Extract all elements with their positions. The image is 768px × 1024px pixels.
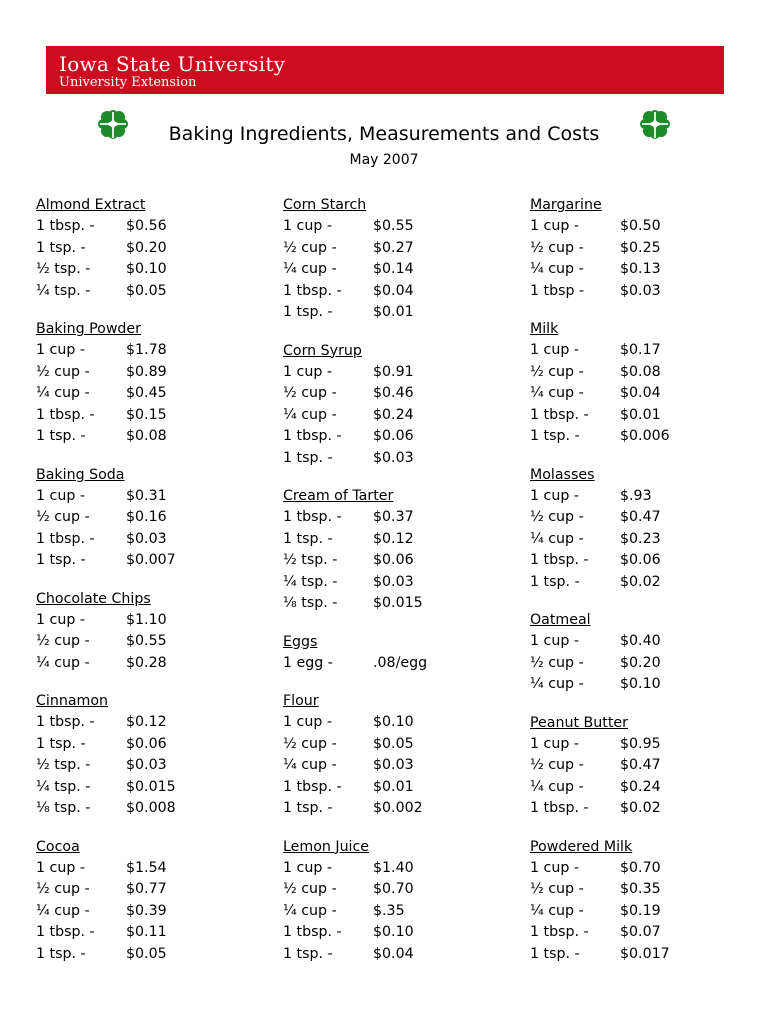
ingredient-name: Cocoa — [36, 838, 80, 855]
measurement-row — [283, 529, 503, 551]
measurement-row — [530, 674, 750, 696]
measurement-cost: $0.03 — [373, 573, 414, 590]
measurement-cost: $1.40 — [373, 859, 414, 876]
ingredient-section — [36, 589, 256, 675]
ingredient-column — [530, 195, 750, 982]
measurement-label: 1 tsp. - — [530, 945, 580, 962]
measurement-row — [530, 901, 750, 923]
measurement-cost: $0.015 — [126, 778, 176, 795]
ingredient-section — [283, 486, 503, 615]
measurement-cost: $0.10 — [373, 924, 414, 940]
measurement-label: ½ cup - — [530, 757, 584, 773]
measurement-cost: $0.56 — [126, 218, 167, 234]
page-date: May 2007 — [349, 152, 419, 168]
measurement-label: 1 tbsp. - — [283, 282, 342, 299]
ingredient-name: Baking Soda — [36, 466, 125, 483]
measurement-row — [283, 922, 503, 944]
measurement-row — [283, 362, 503, 384]
measurement-cost: $0.01 — [373, 778, 414, 795]
ingredient-name: Eggs — [283, 633, 318, 650]
measurement-label: 1 cup - — [36, 611, 85, 628]
measurement-row — [36, 901, 256, 923]
measurement-cost: $0.06 — [373, 552, 414, 568]
measurement-cost: $0.01 — [373, 304, 414, 320]
ingredient-name: Corn Syrup — [283, 342, 362, 359]
measurement-row — [36, 259, 256, 281]
measurement-row — [283, 593, 503, 615]
ingredient-section — [283, 632, 503, 675]
measurement-label: ¼ cup - — [283, 406, 337, 423]
measurement-label: ½ cup - — [36, 633, 90, 649]
measurement-cost: $0.47 — [620, 509, 661, 525]
measurement-label: ¼ cup - — [283, 902, 337, 919]
measurement-cost: $0.28 — [126, 654, 167, 671]
measurement-cost: $0.12 — [126, 714, 167, 730]
measurement-label: ¼ cup - — [530, 261, 584, 277]
measurement-row — [530, 238, 750, 260]
measurement-label: ½ tsp. - — [36, 757, 91, 773]
measurement-label: 1 cup - — [283, 714, 332, 730]
measurement-cost: $0.008 — [126, 800, 176, 816]
measurement-label: ½ cup - — [36, 509, 90, 525]
measurement-label: 1 tbsp. - — [36, 924, 95, 940]
ingredient-name: Chocolate Chips — [36, 590, 151, 607]
measurement-cost: $0.002 — [373, 800, 423, 816]
measurement-row — [530, 631, 750, 653]
measurement-row — [530, 879, 750, 901]
measurement-row — [36, 755, 256, 777]
measurement-cost: $1.78 — [126, 342, 167, 358]
measurement-cost: $0.40 — [620, 633, 661, 649]
measurement-row — [36, 653, 256, 675]
measurement-label: ½ cup - — [283, 385, 337, 401]
measurement-cost: $0.70 — [373, 881, 414, 897]
ingredient-name: Baking Powder — [36, 321, 141, 337]
measurement-cost: $0.05 — [373, 735, 414, 752]
ingredient-name: Peanut Butter — [530, 714, 628, 731]
measurement-label: ¼ cup - — [36, 654, 90, 671]
university-extension: University Extension — [59, 75, 197, 90]
ingredient-name: Cream of Tarter — [283, 488, 394, 504]
measurement-row — [36, 507, 256, 529]
ingredient-name: Oatmeal — [530, 612, 591, 628]
measurement-label: 1 tbsp. - — [36, 406, 95, 423]
measurement-cost: $0.55 — [126, 633, 167, 649]
measurement-label: 1 cup - — [530, 342, 579, 358]
measurement-label: 1 cup - — [283, 859, 332, 876]
measurement-row — [283, 405, 503, 427]
ingredient-section — [36, 195, 256, 302]
measurement-row — [36, 426, 256, 448]
measurement-label: 1 tbsp. - — [36, 530, 95, 547]
measurement-row — [36, 486, 256, 508]
ingredient-section — [283, 195, 503, 324]
measurement-cost: .08/egg — [373, 654, 428, 671]
measurement-label: 1 tbsp. - — [530, 800, 589, 816]
measurement-cost: $0.02 — [620, 573, 661, 590]
measurement-row — [36, 777, 256, 799]
measurement-row — [36, 712, 256, 734]
measurement-label: 1 cup - — [530, 487, 579, 504]
measurement-row — [283, 507, 503, 529]
measurement-label: 1 tsp. - — [283, 945, 333, 962]
measurement-row — [530, 486, 750, 508]
measurement-label: 1 tbsp. - — [283, 428, 342, 444]
measurement-label: ¼ cup - — [530, 902, 584, 919]
ingredient-name: Margarine — [530, 197, 602, 213]
measurement-row — [36, 405, 256, 427]
measurement-cost: $0.01 — [620, 406, 661, 423]
measurement-label: 1 tbsp - — [530, 282, 585, 299]
measurement-cost: $0.15 — [126, 406, 167, 423]
measurement-cost: $0.03 — [373, 449, 414, 466]
measurement-label: 1 tsp. - — [36, 239, 86, 256]
measurement-cost: $0.16 — [126, 509, 167, 525]
measurement-row — [36, 281, 256, 303]
measurement-cost: $0.46 — [373, 385, 414, 401]
ingredient-section — [283, 341, 503, 470]
measurement-label: 1 cup - — [530, 218, 579, 234]
measurement-label: ½ cup - — [283, 735, 337, 752]
measurement-row — [36, 922, 256, 944]
measurement-label: 1 tbsp. - — [283, 924, 342, 940]
measurement-cost: $0.77 — [126, 881, 167, 897]
measurement-row — [36, 383, 256, 405]
measurement-label: 1 tsp. - — [36, 945, 86, 962]
measurement-label: 1 tbsp. - — [36, 218, 95, 234]
measurement-row — [283, 259, 503, 281]
measurement-row — [283, 944, 503, 966]
measurement-label: ¼ cup - — [530, 778, 584, 795]
measurement-label: ⅛ tsp. - — [36, 800, 91, 816]
measurement-row — [36, 798, 256, 820]
measurement-cost: $0.12 — [373, 530, 414, 547]
ingredient-name: Cinnamon — [36, 693, 109, 709]
measurement-cost: $0.02 — [620, 800, 661, 816]
measurement-row — [283, 858, 503, 880]
measurement-cost: $0.04 — [373, 282, 414, 299]
ingredient-name: Molasses — [530, 466, 595, 483]
measurement-cost: $0.24 — [373, 406, 414, 423]
measurement-row — [530, 944, 750, 966]
measurement-label: ¼ cup - — [530, 530, 584, 547]
measurement-cost: $0.91 — [373, 363, 414, 380]
measurement-label: ¼ tsp. - — [36, 282, 91, 299]
measurement-row — [283, 734, 503, 756]
measurement-cost: $0.08 — [620, 363, 661, 380]
measurement-label: ½ cup - — [36, 881, 90, 897]
measurement-row — [530, 550, 750, 572]
ingredient-name: Almond Extract — [36, 197, 146, 213]
measurement-row — [283, 755, 503, 777]
measurement-label: 1 tsp. - — [283, 449, 333, 466]
measurement-label: ¼ cup - — [283, 261, 337, 277]
measurement-label: 1 cup - — [283, 218, 332, 234]
measurement-label: 1 cup - — [530, 633, 579, 649]
measurement-label: 1 tsp. - — [283, 800, 333, 816]
measurement-label: ½ cup - — [530, 881, 584, 897]
ingredient-column — [36, 195, 256, 982]
measurement-label: 1 tsp. - — [283, 304, 333, 320]
measurement-cost: $0.03 — [126, 757, 167, 773]
measurement-row — [530, 362, 750, 384]
measurement-label: ¼ cup - — [36, 385, 90, 401]
measurement-label: 1 cup - — [283, 363, 332, 380]
ingredient-name: Corn Starch — [283, 197, 367, 213]
measurement-label: ½ cup - — [530, 509, 584, 525]
measurement-cost: $0.27 — [373, 239, 414, 256]
measurement-cost: $0.39 — [126, 902, 167, 919]
measurement-cost: $0.10 — [620, 676, 661, 692]
measurement-row — [530, 426, 750, 448]
measurement-row — [36, 238, 256, 260]
ingredient-name: Powdered Milk — [530, 838, 633, 855]
measurement-row — [283, 712, 503, 734]
ingredient-column — [283, 195, 503, 982]
header-banner — [46, 46, 724, 94]
measurement-cost: $0.24 — [620, 778, 661, 795]
measurement-label: ¼ cup - — [530, 385, 584, 401]
measurement-cost: $0.14 — [373, 261, 414, 277]
measurement-cost: $0.17 — [620, 342, 661, 358]
measurement-cost: $1.54 — [126, 859, 167, 876]
measurement-cost: $0.03 — [126, 530, 167, 547]
measurement-label: 1 tbsp. - — [283, 778, 342, 795]
measurement-cost: $0.015 — [373, 595, 423, 611]
measurement-row — [530, 281, 750, 303]
measurement-cost: $0.55 — [373, 218, 414, 234]
measurement-cost: $0.89 — [126, 363, 167, 380]
measurement-cost: $0.08 — [126, 428, 167, 444]
measurement-cost: $0.47 — [620, 757, 661, 773]
measurement-label: ¼ cup - — [36, 902, 90, 919]
ingredient-section — [283, 691, 503, 820]
measurement-row — [530, 405, 750, 427]
measurement-row — [283, 798, 503, 820]
measurement-label: 1 tsp. - — [36, 552, 86, 568]
ingredient-name: Flour — [283, 693, 319, 709]
measurement-label: ½ cup - — [283, 239, 337, 256]
measurement-label: 1 tsp. - — [530, 428, 580, 444]
measurement-row — [530, 572, 750, 594]
measurement-cost: $0.20 — [126, 239, 167, 256]
measurement-row — [283, 448, 503, 470]
measurement-row — [530, 755, 750, 777]
measurement-cost: $0.03 — [620, 282, 661, 299]
measurement-cost: $0.07 — [620, 924, 661, 940]
measurement-cost: $0.04 — [373, 945, 414, 962]
measurement-row — [530, 858, 750, 880]
ingredient-name: Lemon Juice — [283, 838, 370, 855]
measurement-cost: $0.19 — [620, 902, 661, 919]
measurement-label: 1 tsp. - — [283, 530, 333, 547]
measurement-label: 1 tsp. - — [530, 573, 580, 590]
measurement-cost: $0.95 — [620, 735, 661, 752]
university-name: Iowa State University — [59, 52, 286, 76]
measurement-cost: $0.04 — [620, 385, 661, 401]
measurement-cost: $0.37 — [373, 509, 414, 525]
measurement-row — [283, 238, 503, 260]
measurement-row — [283, 879, 503, 901]
measurement-label: ½ tsp. - — [283, 552, 338, 568]
measurement-cost: $0.006 — [620, 428, 670, 444]
measurement-cost: $0.13 — [620, 261, 661, 277]
ingredient-section — [36, 691, 256, 820]
measurement-label: 1 tbsp. - — [530, 406, 589, 423]
ingredient-section — [36, 465, 256, 572]
measurement-label: 1 cup - — [36, 342, 85, 358]
measurement-row — [36, 944, 256, 966]
measurement-label: ¼ cup - — [283, 757, 337, 773]
measurement-row — [36, 216, 256, 238]
measurement-cost: $0.05 — [126, 945, 167, 962]
measurement-row — [36, 631, 256, 653]
measurement-label: 1 tbsp. - — [530, 552, 589, 568]
measurement-label: ¼ cup - — [530, 676, 584, 692]
measurement-row — [36, 340, 256, 362]
measurement-label: ½ tsp. - — [36, 261, 91, 277]
measurement-cost: $0.45 — [126, 385, 167, 401]
measurement-label: 1 cup - — [530, 859, 579, 876]
measurement-cost: $0.20 — [620, 654, 661, 671]
measurement-row — [283, 216, 503, 238]
measurement-label: 1 tbsp. - — [530, 924, 589, 940]
measurement-label: ¼ tsp. - — [36, 778, 91, 795]
measurement-cost: $.93 — [620, 487, 652, 504]
measurement-row — [530, 922, 750, 944]
measurement-cost: $0.05 — [126, 282, 167, 299]
measurement-row — [530, 383, 750, 405]
measurement-row — [530, 259, 750, 281]
measurement-row — [530, 653, 750, 675]
ingredient-section — [530, 610, 750, 696]
ingredient-section — [530, 195, 750, 302]
measurement-label: 1 tsp. - — [36, 735, 86, 752]
ingredient-section — [36, 837, 256, 966]
measurement-label: 1 egg - — [283, 654, 333, 671]
measurement-cost: $0.50 — [620, 218, 661, 234]
measurement-cost: $0.06 — [373, 428, 414, 444]
measurement-cost: $0.017 — [620, 945, 670, 962]
measurement-cost: $0.06 — [620, 552, 661, 568]
measurement-row — [36, 734, 256, 756]
measurement-label: 1 tsp. - — [36, 428, 86, 444]
measurement-row — [530, 529, 750, 551]
measurement-row — [283, 572, 503, 594]
measurement-cost: $0.31 — [126, 487, 167, 504]
measurement-cost: $0.23 — [620, 530, 661, 547]
measurement-label: ½ cup - — [530, 239, 584, 256]
ingredient-name: Milk — [530, 321, 559, 337]
ingredient-section — [36, 319, 256, 448]
measurement-row — [36, 550, 256, 572]
measurement-label: ½ cup - — [36, 363, 90, 380]
ingredient-section — [283, 837, 503, 966]
measurement-row — [36, 362, 256, 384]
measurement-label: ½ cup - — [530, 363, 584, 380]
ingredient-section — [530, 465, 750, 594]
measurement-cost: $0.70 — [620, 859, 661, 876]
measurement-label: 1 cup - — [36, 487, 85, 504]
measurement-cost: $0.35 — [620, 881, 661, 897]
measurement-cost: $0.10 — [126, 261, 167, 277]
measurement-cost: $0.03 — [373, 757, 414, 773]
measurement-row — [36, 879, 256, 901]
measurement-row — [530, 507, 750, 529]
measurement-row — [283, 653, 503, 675]
measurement-row — [530, 734, 750, 756]
measurement-row — [530, 340, 750, 362]
ingredient-section — [530, 837, 750, 966]
measurement-row — [36, 610, 256, 632]
measurement-cost: $0.25 — [620, 239, 661, 256]
measurement-cost: $0.007 — [126, 552, 176, 568]
measurement-label: ¼ tsp. - — [283, 573, 338, 590]
measurement-row — [283, 383, 503, 405]
measurement-label: 1 tbsp. - — [36, 714, 95, 730]
page-title: Baking Ingredients, Measurements and Costs — [168, 123, 600, 145]
measurement-label: ½ cup - — [283, 881, 337, 897]
measurement-label: ½ cup - — [530, 654, 584, 671]
measurement-cost: $0.11 — [126, 924, 167, 940]
measurement-label: 1 cup - — [530, 735, 579, 752]
measurement-cost: $0.10 — [373, 714, 414, 730]
measurement-label: ⅛ tsp. - — [283, 595, 338, 611]
ingredient-section — [530, 319, 750, 448]
measurement-row — [283, 901, 503, 923]
measurement-cost: $0.06 — [126, 735, 167, 752]
measurement-row — [283, 550, 503, 572]
measurement-row — [530, 798, 750, 820]
measurement-row — [36, 858, 256, 880]
measurement-row — [283, 426, 503, 448]
measurement-label: 1 tbsp. - — [283, 509, 342, 525]
measurement-cost: $1.10 — [126, 611, 167, 628]
measurement-row — [283, 777, 503, 799]
measurement-row — [530, 216, 750, 238]
measurement-row — [530, 777, 750, 799]
measurement-label: 1 cup - — [36, 859, 85, 876]
measurement-row — [283, 281, 503, 303]
measurement-cost: $.35 — [373, 902, 405, 919]
ingredient-section — [530, 713, 750, 820]
measurement-row — [36, 529, 256, 551]
measurement-row — [283, 302, 503, 324]
